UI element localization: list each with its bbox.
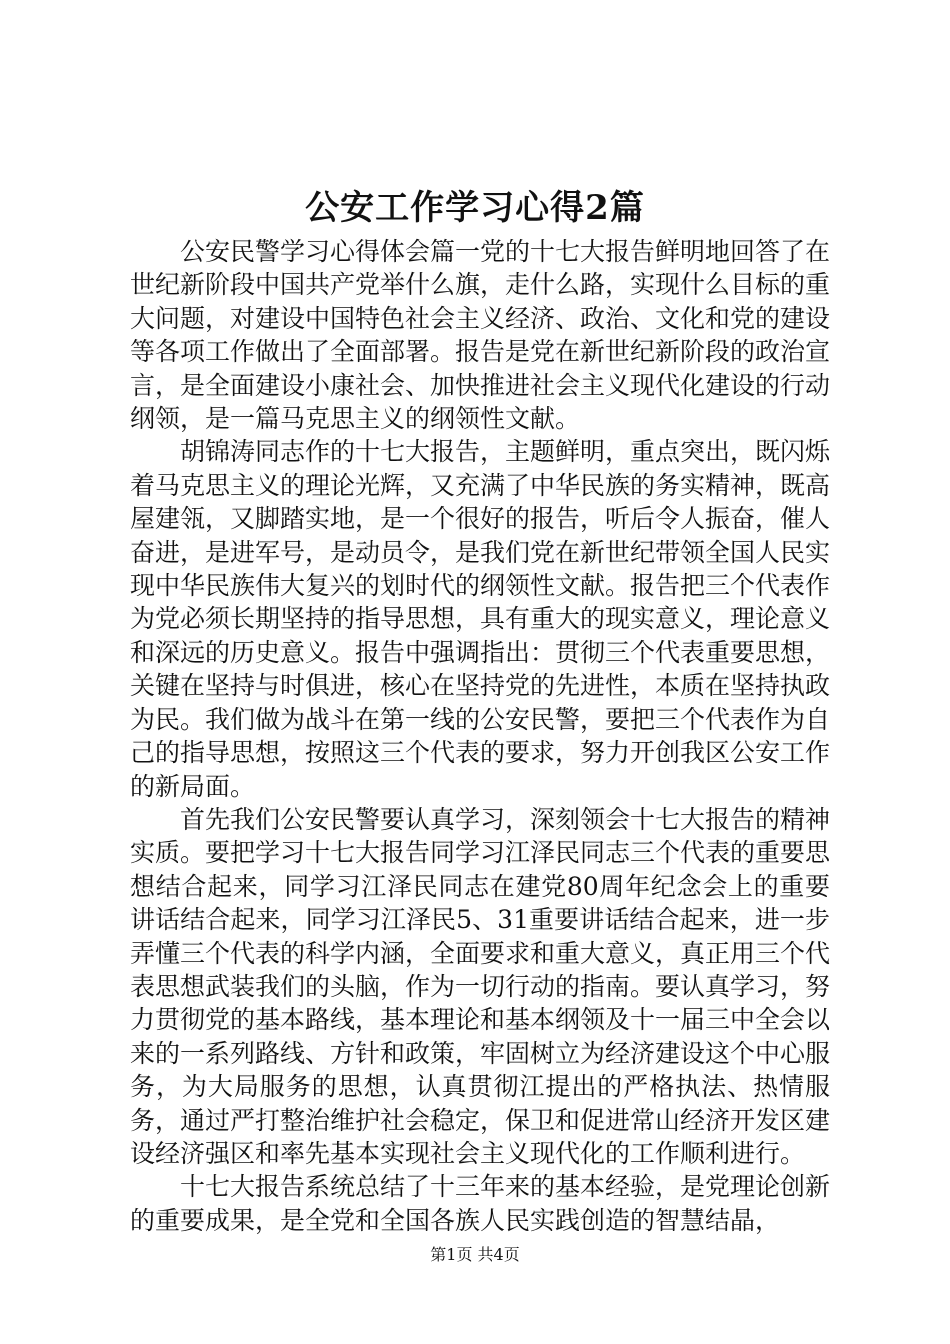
page-footer: 第1页 共4页 [430, 1245, 520, 1264]
document-title: 公安工作学习心得2篇 [305, 188, 645, 228]
paragraph-4: 十七大报告系统总结了十三年来的基本经验，是党理论创新的重要成果，是全党和全国各族人民实践创造的智慧结晶， [130, 1172, 831, 1235]
paragraph-2: 胡锦涛同志作的十七大报告，主题鲜明，重点突出，既闪烁着马克思主义的理论光辉，又充满了中华民族的务实精神，既高屋建瓴，又脚踏实地，是一个很好的报告，听后令人振奋，催人奋进，是进军号，是动员令，是我们党在新世纪带领全国人民实现中华民族伟大复兴的划时代的纲领性文献。报告把三个代表作为党必须长期坚持的指导思想，具有重大的现实意义，理论意义和深远的历史意义。报告中强调指出：贯彻三个代表重要思想，关键在坚持与时俱进，核心在坚持党的先进性，本质在坚持执政为民。我们做为战斗在第一线的公安民警，要把三个代表作为自己的指导思想，按照这三个代表的要求，努力开创我区公安工作的新局面。 [130, 437, 831, 801]
paragraph-3: 首先我们公安民警要认真学习，深刻领会十七大报告的精神实质。要把学习十七大报告同学习江泽民同志三个代表的重要思想结合起来，同学习江泽民同志在建党80周年纪念会上的重要讲话结合起来，同学习江泽民5、31重要讲话结合起来，进一步弄懂三个代表的科学内涵，全面要求和重大意义，真正用三个代表思想武装我们的头脑，作为一切行动的指南。要认真学习，努力贯彻党的基本路线，基本理论和基本纲领及十一届三中全会以来的一系列路线、方针和政策，牢固树立为经济建设这个中心服务，为大局服务的思想，认真贯彻江提出的严格执法、热情服务，通过严打整治维护社会稳定，保卫和促进常山经济开发区建设经济强区和率先基本实现社会主义现代化的工作顺利进行。 [130, 804, 831, 1168]
paragraph-1: 公安民警学习心得体会篇一党的十七大报告鲜明地回答了在世纪新阶段中国共产党举什么旗，走什么路，实现什么目标的重大问题，对建设中国特色社会主义经济、政治、文化和党的建设等各项工作做出了全面部署。报告是党在新世纪新阶段的政治宣言，是全面建设小康社会、加快推进社会主义现代化建设的行动纲领，是一篇马克思主义的纲领性文献。 [130, 237, 831, 434]
document-body [130, 235, 830, 1237]
